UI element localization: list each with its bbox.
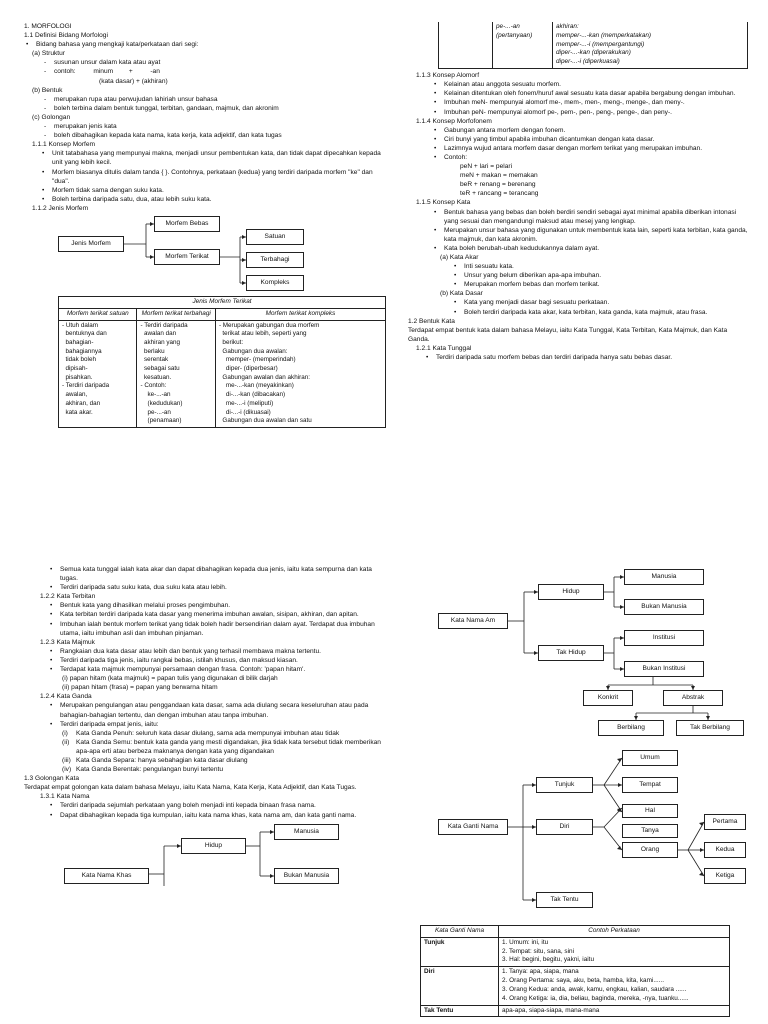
bullet: • Merupakan unsur bahasa yang digunakan untuk membentuk kata lain, seperti kata terbitan, kata ganda, kata majmuk, dan kata akronim. [432, 226, 748, 244]
heading-morfologi: 1. MORFOLOGI [24, 23, 72, 30]
heading-1-2-3: 1.2.3 Kata Majmuk [40, 638, 95, 646]
node-tanya: Tanya [622, 824, 678, 838]
cell-line: bentuknya dan [62, 330, 107, 338]
heading-1-2-1: 1.2.1 Kata Tunggal [416, 344, 472, 352]
node-bukan-manusia: Bukan Manusia [624, 599, 704, 615]
cell-line: akhiran, dan [62, 399, 101, 407]
node-abstrak: Abstrak [663, 690, 723, 706]
table-cell: apa-apa, siapa-siapa, mana-mana [499, 1005, 730, 1017]
table-cell [553, 22, 748, 69]
struktur-sub: (kata dasar) + (akhiran) [99, 77, 168, 85]
cell-line: 3. Hal: begini, begitu, yakni, iaitu [502, 956, 595, 964]
diagram-kata-nama-khas [24, 826, 386, 886]
cell-line: dipisah- [62, 365, 88, 373]
node-manusia: Manusia [274, 824, 339, 840]
bullet: • Kelainan atau anggota sesuatu morfem. [432, 80, 748, 89]
table-cell [59, 320, 137, 427]
node-bukan-institusi: Bukan Institusi [624, 661, 704, 677]
node-hal: Hal [622, 804, 678, 818]
cell-line: kata akar. [62, 408, 93, 416]
bullet: • Kelainan ditentukan oleh fonem/huruf awal sesuatu kata dasar apabila bergabung dengan imbuhan. [432, 89, 748, 98]
table-cell [439, 22, 493, 69]
label-golongan: (c) Golongan [32, 113, 71, 121]
dash-item: - merupakan jenis kata [40, 122, 386, 131]
node-umum: Umum [622, 750, 678, 766]
table-cell: pe-...-an (pertanyaan) [493, 22, 553, 69]
cell-line: serentak [140, 356, 169, 364]
bullet: • Kata boleh berubah-ubah kedudukannya dalam ayat. [432, 244, 748, 253]
cell-line: ke-...-an [140, 391, 171, 399]
table-cell [215, 320, 385, 427]
bullet: • Inti sesuatu kata. [452, 262, 748, 271]
bullet: • Terdiri daripada satu suku kata, dua suku kata atau lebih. [48, 583, 386, 592]
cell-line: 2. Tempat: situ, sana, sini [502, 947, 574, 955]
cell-line: akhiran yang [140, 339, 181, 346]
node-berbilang: Berbilang [598, 720, 664, 736]
bullet: • Boleh terbina daripada satu, dua, atau lebih suku kata. [40, 195, 386, 204]
paragraph: Terdapat empat bentuk kata dalam bahasa Melayu, iaitu Kata Tunggal, Kata Terbitan, Kata Majmuk, dan Kata Ganda. [408, 326, 728, 343]
section-morfem-lanjutan [408, 22, 748, 512]
bullet: • Kata terbitan terdiri daripada kata dasar yang menerima imbuhan awalan, sisipan, akhiran, dan apitan. [48, 610, 386, 619]
cell-line: 2. Orang Pertama: saya, aku, beta, hamba, kita, kami...... [502, 977, 664, 985]
cell-line: me-...-kan (meyakinkan) [218, 382, 294, 390]
node-morfem-terikat: Morfem Terikat [154, 249, 220, 265]
bullet: • Unit tatabahasa yang mempunyai makna, menjadi unsur pembentukan kata, dan tidak dapat dipecahkan kepada unit yang lebih kecil. [40, 149, 386, 167]
table-cell: Tunjuk [421, 937, 499, 966]
bullet: • Imbuhan peN- mempunyai alomorf pe-, pem-, pen-, peng-, penge-, dan peny-. [432, 108, 748, 117]
node-bukan-manusia: Bukan Manusia [274, 868, 339, 884]
bullet: • Morfem tidak sama dengan suku kata. [40, 186, 386, 195]
list-item: (ii) Kata Ganda Semu: bentuk kata ganda yang mesti digandakan, jika tidak kata tersebut tidak memberikan apa-apa erti atau berbeza maknanya dengan kata yang digandakan [62, 738, 381, 755]
bullet: • Terdiri daripada empat jenis, iaitu: [48, 720, 386, 729]
section-bentuk-kata [24, 565, 386, 1024]
bullet: • Merupakan pengulangan atau penggandaan kata dasar, sama ada diulang secara keseluruhan atau pada bahagian-bahagian tertentu, dan dengan imbuhan atau tanpa imbuhan. [48, 701, 386, 719]
list-item: (iv) Kata Ganda Berentak: pengulangan bunyi tertentu [62, 766, 224, 774]
node-diri: Diri [536, 819, 593, 835]
bullet: • Dapat dibahagikan kepada tiga kumpulan, iaitu kata nama khas, kata nama am, dan kata ganti nama. [48, 811, 386, 820]
node-kata-ganti-nama: Kata Ganti Nama [438, 819, 508, 835]
node-terbahagi: Terbahagi [246, 252, 304, 268]
cell-line: 3. Orang Kedua: anda, awak, kamu, engkau, kalian, saudara ...... [502, 985, 687, 993]
heading-1-2: 1.2 Bentuk Kata [408, 317, 455, 325]
table-kata-ganti-nama [420, 925, 730, 1017]
bullet: • Bentuk kata yang dihasilkan melalui proses pengimbuhan. [48, 601, 386, 610]
heading-1-3-1: 1.3.1 Kata Nama [40, 793, 90, 801]
table-header: Morfem terikat kompleks [215, 308, 385, 320]
heading-1-1-4: 1.1.4 Konsep Morfofonem [416, 117, 492, 125]
node-tempat: Tempat [622, 777, 678, 793]
list-item: (i) papan hitam (kata majmuk) = papan tulis yang digunakan di bilik darjah [62, 675, 278, 683]
heading-1-2-2: 1.2.2 Kata Terbitan [40, 593, 96, 601]
cell-line: di-...-i (dikuasai) [218, 408, 271, 416]
label-kata-dasar: (b) Kata Dasar [440, 290, 483, 298]
heading-1-1-1: 1.1.1 Konsep Morfem [32, 141, 96, 149]
bullet: • Imbuhan ialah bentuk morfem terikat yang tidak boleh hadir bersendirian dalam ayat. Terdapat dua imbuhan utama, iaitu imbuhan asli dan imbuhan pinjaman. [48, 620, 386, 638]
cell-line: memper-...-kan (memperkatakan) [556, 31, 652, 39]
list-item: (iii) Kata Ganda Separa: hanya sebahagian kata dasar diulang [62, 756, 248, 764]
node-manusia: Manusia [624, 569, 704, 585]
node-kata-nama-am: Kata Nama Am [438, 613, 508, 629]
cell-line: awalan dan [140, 330, 177, 338]
example-line: meN + makan = memakan [460, 172, 538, 180]
cell-line: pe-...-an [140, 408, 171, 416]
cell-line: - Terdiri daripada [62, 382, 110, 390]
label-bentuk: (b) Bentuk [32, 86, 63, 94]
table-kata-ganti-nama-wrap [420, 925, 730, 1017]
dash-item: - boleh dibahagikan kepada kata nama, kata kerja, kata adjektif, dan kata tugas [40, 131, 386, 140]
cell-line: awalan, [62, 391, 88, 399]
node-kompleks: Kompleks [246, 275, 304, 291]
bullet: • Boleh terdiri daripada kata akar, kata terbitan, kata ganda, kata majmuk, atau frasa. [452, 308, 748, 317]
heading-1-2-4: 1.2.4 Kata Ganda [40, 693, 92, 701]
bullet: • Kata yang menjadi dasar bagi sesuatu perkataan. [452, 298, 748, 307]
heading-1-1-2: 1.1.2 Jenis Morfem [32, 204, 89, 212]
dash-item: - merupakan rupa atau perwujudan lahiriah unsur bahasa [40, 95, 386, 104]
cell-line: diper- (diperbesar) [218, 365, 278, 373]
cell-line: me-...-i (meliputi) [218, 399, 274, 407]
cell-line: - Merupakan gabungan dua morfem [218, 321, 320, 329]
bullet: • Terdiri daripada sejumlah perkataan yang boleh menjadi inti kepada binaan frasa nama. [48, 801, 386, 810]
dash-item: - susunan unsur dalam kata atau ayat [40, 58, 386, 67]
label-kata-akar: (a) Kata Akar [440, 254, 479, 262]
cell-line: pisahkan. [62, 373, 93, 381]
cell-line: memper- (memperindah) [218, 356, 296, 364]
section-diagram-kata-nama [408, 565, 748, 1024]
cell-line: 4. Orang Ketiga: ia, dia, beliau, baginda, mereka, -nya, tuanku...... [502, 994, 689, 1002]
node-tak-tentu: Tak Tentu [536, 892, 593, 908]
cell-line: Gabungan dua awalan: [218, 347, 288, 355]
node-pertama: Pertama [704, 814, 746, 830]
table-cell: Diri [421, 967, 499, 1005]
bullet: • Imbuhan meN- mempunyai alomorf me-, mem-, men-, meng-, menge-, dan meny-. [432, 98, 748, 107]
cell-line: diper-...-kan (diperakukan) [556, 49, 631, 57]
bullet: • Gabungan antara morfem dengan fonem. [432, 126, 748, 135]
cell-line: 1. Tanya: apa, siapa, mana [502, 968, 579, 976]
bullet: • Bentuk bahasa yang bebas dan boleh berdiri sendiri sebagai ayat minimal apabila diberikan intonasi yang sesuai dan mengandungi maksud atau mesej yang lengkap. [432, 208, 748, 226]
node-tak-berbilang: Tak Berbilang [676, 720, 744, 736]
node-konkrit: Konkrit [583, 690, 633, 706]
cell-line: - Terdiri daripada [140, 321, 188, 329]
bullet: • Terdapat kata majmuk mempunyai persamaan dengan frasa. Contoh: 'papan hitam'. [48, 665, 386, 674]
table-header: Kata Ganti Nama [421, 926, 499, 938]
dash-item: - contoh: minum + -an [40, 67, 386, 76]
node-hidup: Hidup [538, 584, 604, 600]
table-morfem-terikat-wrap [24, 296, 386, 428]
cell-line: akhiran: [556, 23, 579, 30]
bullet: • Bidang bahasa yang mengkaji kata/perkataan dari segi: [24, 40, 386, 49]
cell-line: berikut: [218, 339, 244, 346]
paragraph: Terdapat empat golongan kata dalam bahasa Melayu, iaitu Kata Nama, Kata Kerja, Kata Adjektif, dan Kata Tugas. [24, 784, 357, 792]
example-line: peN + lari = pelari [460, 163, 513, 171]
bullet: • Lazimnya wujud antara morfem dasar dengan morfem terikat yang merupakan imbuhan. [432, 144, 748, 153]
heading-1-1-3: 1.1.3 Konsep Alomorf [416, 72, 480, 80]
cell-line: berlaku [140, 347, 165, 355]
table-caption: Jenis Morfem Terikat [59, 296, 386, 308]
table-cell [137, 320, 215, 427]
cell-line: kesatuan. [140, 373, 172, 381]
table-cell [499, 937, 730, 966]
cell-line: memper-...-i (mempergantungi) [556, 40, 645, 48]
bullet: • Merupakan morfem bebas dan morfem terikat. [452, 280, 748, 289]
cell-line: 1. Umum: ini, itu [502, 938, 549, 946]
table-cell: Tak Tentu [421, 1005, 499, 1017]
node-kata-nama-khas: Kata Nama Khas [64, 868, 149, 884]
diagram-jenis-morfem [24, 213, 386, 291]
bullet: • Terdiri daripada tiga jenis, iaitu rangkai bebas, istilah khusus, dan maksud kiasan. [48, 656, 386, 665]
section-morfologi [24, 22, 386, 512]
heading-1-1: 1.1 Definisi Bidang Morfologi [24, 32, 108, 40]
heading-1-1-5: 1.1.5 Konsep Kata [416, 199, 471, 207]
label-struktur: (a) Struktur [32, 50, 65, 58]
dash-item: - boleh terbina dalam bentuk tunggal, terbitan, gandaan, majmuk, dan akronim [40, 104, 386, 113]
bullet: • Contoh: [432, 153, 748, 162]
cell-line: Gabungan dua awalan dan satu [218, 417, 312, 425]
bullet: • Unsur yang belum diberikan apa-apa imbuhan. [452, 271, 748, 280]
table-morfem-terikat [58, 296, 386, 428]
node-orang: Orang [622, 842, 678, 858]
cell-line: sebagai satu [140, 365, 180, 373]
table-header: Morfem terikat satuan [59, 308, 137, 320]
node-kedua: Kedua [704, 842, 746, 858]
bullet: • Terdiri daripada satu morfem bebas dan terdiri daripada hanya satu bebas dasar. [424, 353, 748, 362]
node-hidup: Hidup [181, 838, 246, 854]
node-satuan: Satuan [246, 229, 304, 245]
cell-line: - Contoh: [140, 382, 167, 390]
cell-line: (kedudukan) [140, 399, 183, 407]
node-tunjuk: Tunjuk [536, 777, 593, 793]
bullet: • Semua kata tunggal ialah kata akar dan dapat dibahagikan kepada dua jenis, iaitu kata sempurna dan kata tugas. [48, 565, 386, 583]
cell-line: Gabungan awalan dan akhiran: [218, 373, 310, 381]
cell-line: - Utuh dalam [62, 321, 99, 329]
cell-line: di-...-kan (dibacakan) [218, 391, 286, 399]
bullet: • Rangkaian dua kata dasar atau lebih dan bentuk yang terhasil membawa makna tertentu. [48, 647, 386, 656]
bullet: • Ciri bunyi yang timbul apabila imbuhan dicantumkan dengan kata dasar. [432, 135, 748, 144]
node-jenis-morfem: Jenis Morfem [58, 236, 124, 252]
heading-1-3: 1.3 Golongan Kata [24, 775, 79, 783]
table-cell [499, 967, 730, 1005]
cell-line: (penamaan) [140, 417, 182, 425]
node-ketiga: Ketiga [704, 868, 746, 884]
cell-line: diper-...-i (diperkuasai) [556, 58, 620, 66]
list-item: (i) Kata Ganda Penuh: seluruh kata dasar diulang, sama ada mempunyai imbuhan atau tidak [62, 729, 340, 737]
table-header: Morfem terikat terbahagi [137, 308, 215, 320]
list-item: (ii) papan hitam (frasa) = papan yang berwarna hitam [62, 684, 218, 692]
cell-line: bahagian- [62, 339, 94, 346]
example-line: beR + renang = berenang [460, 181, 536, 189]
diagram-kata-nama-am [408, 565, 748, 750]
cell-line: bahagiannya [62, 347, 102, 355]
node-institusi: Institusi [624, 630, 704, 646]
node-tak-hidup: Tak Hidup [538, 645, 604, 661]
node-morfem-bebas: Morfem Bebas [154, 216, 220, 232]
cell-line: terikat atau lebih, seperti yang [218, 330, 307, 338]
example-line: teR + rancang = terancang [460, 190, 539, 198]
diagram-kata-ganti-nama [408, 750, 748, 918]
table-header: Contoh Perkataan [499, 926, 730, 938]
bullet: • Morfem biasanya ditulis dalam tanda { }. Contohnya, perkataan {kedua} yang terdiri daripada morfem "ke" dan "dua". [40, 168, 386, 186]
table-continued [438, 22, 748, 69]
cell-line: tidak boleh [62, 356, 96, 364]
